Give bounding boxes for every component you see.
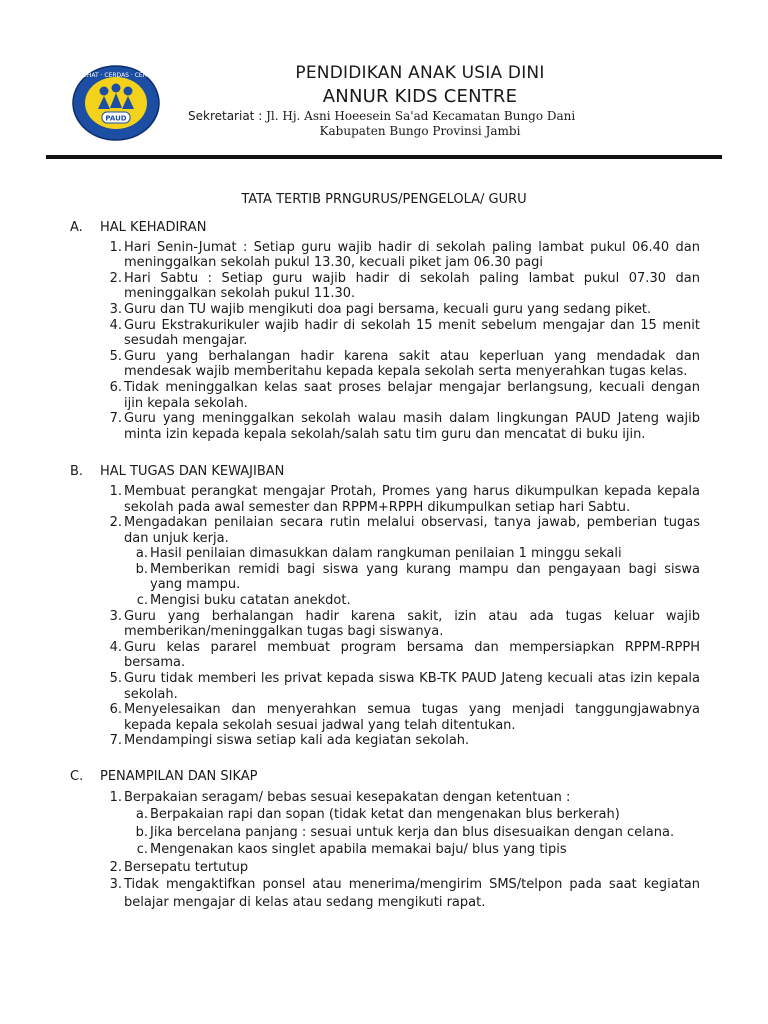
list-item — [70, 318, 700, 349]
sub-item-text: Mengisi buku catatan anekdot. — [150, 593, 351, 609]
section-a-list — [70, 240, 700, 443]
list-item — [70, 702, 700, 733]
document-body — [70, 220, 700, 911]
header-divider — [46, 155, 722, 159]
list-item — [70, 271, 700, 302]
sub-item-text: Mengenakan kaos singlet apabila memakai baju/ blus yang tipis — [150, 842, 567, 858]
item-number: 3. — [109, 608, 122, 624]
item-text: Guru tidak memberi les privat kepada siswa KB-TK PAUD Jateng kecuali atas izin kepala sekolah. — [124, 671, 700, 702]
sub-item-letter: a. — [135, 807, 148, 823]
item-text: Menyelesaikan dan menyerahkan semua tugas yang menjadi tanggungjawabnya kepada kepala sekolah sesuai jadwal yang telah ditentukan. — [124, 702, 700, 733]
sub-item — [70, 546, 700, 562]
header-line-2: ANNUR KIDS CENTRE — [322, 86, 518, 107]
sub-item-text: Memberikan remidi bagi siswa yang kurang mampu dan pengayaan bagi siswa yang mampu. — [150, 561, 700, 593]
item-number: 1. — [109, 483, 122, 499]
item-number: 1. — [109, 239, 122, 255]
item-number: 6. — [109, 379, 122, 395]
list-item — [70, 733, 700, 749]
item-text: Guru dan TU wajib mengikuti doa pagi bersama, kecuali guru yang sedang piket. — [124, 301, 652, 317]
item-text: Mengadakan penilaian secara rutin melalui observasi, tanya jawab, pemberian tugas dan unjuk kerja. — [124, 515, 700, 546]
header-line-1: PENDIDIKAN ANAK USIA DINI — [295, 63, 545, 83]
item-number: 6. — [109, 702, 122, 718]
section-b-list — [70, 484, 700, 749]
item-text: Bersepatu tertutup — [124, 859, 249, 875]
item-text: Tidak mengaktifkan ponsel atau menerima/mengirim SMS/telpon pada saat kegiatan belajar mengajar di kelas atau sedang mengikuti rapat. — [124, 877, 700, 910]
item-number: 1. — [109, 789, 122, 805]
section-title: HAL TUGAS DAN KEWAJIBAN — [100, 464, 285, 480]
item-number: 2. — [109, 515, 122, 531]
list-item — [70, 484, 700, 515]
list-item — [70, 609, 700, 640]
section-heading-a — [70, 220, 700, 236]
item-number: 5. — [109, 348, 122, 364]
address-label: Sekretariat : — [188, 109, 263, 123]
paud-logo — [72, 64, 160, 142]
item-text: Hari Senin-Jumat : Setiap guru wajib hadir di sekolah paling lambat pukul 06.40 dan meninggalkan sekolah pukul 13.30, kecuali piket jam 06.30 pagi — [124, 239, 700, 271]
item-number: 3. — [109, 877, 122, 893]
section-heading-c — [70, 769, 700, 785]
logo-text-top: SEHAT · CERDAS · CERIA — [79, 72, 153, 79]
item-text: Membuat perangkat mengajar Protah, Promes yang harus dikumpulkan kepada kepala sekolah pada awal semester dan RPPM+RPPH dikumpulkan setiap hari Sabtu. — [124, 483, 700, 515]
sub-item-letter: b. — [135, 561, 148, 577]
sub-item-text: Hasil penilaian dimasukkan dalam rangkuman penilaian 1 minggu sekali — [150, 546, 622, 562]
sub-item — [70, 562, 700, 593]
sub-item-text: Berpakaian rapi dan sopan (tidak ketat dan mengenakan blus berkerah) — [150, 807, 620, 823]
section-gap — [70, 442, 700, 464]
item-number: 4. — [109, 317, 122, 333]
item-text: Guru yang meninggalkan sekolah walau masih dalam lingkungan PAUD Jateng wajib minta izin kepada kepala sekolah/salah satu tim guru dan mencatat di buku ijin. — [124, 411, 700, 442]
item-number: 5. — [109, 671, 122, 687]
address-text-1: Jl. Hj. Asni Hoeesein Sa'ad Kecamatan Bungo Dani — [266, 109, 576, 123]
section-heading-b — [70, 464, 700, 480]
section-marker: C. — [70, 769, 84, 784]
section-title: HAL KEHADIRAN — [100, 220, 207, 235]
item-number: 3. — [109, 301, 122, 317]
item-number: 2. — [109, 859, 122, 875]
item-text: Guru Ekstrakurikuler wajib hadir di sekolah 15 menit sebelum mengajar dan 15 menit sesudah mengajar. — [124, 317, 700, 349]
item-number: 2. — [109, 270, 122, 286]
address-line-1 — [188, 108, 575, 125]
list-item — [70, 302, 700, 318]
section-marker: B. — [70, 464, 84, 480]
list-item — [70, 240, 700, 271]
list-item — [70, 789, 700, 807]
sub-item — [70, 824, 700, 842]
sub-item-letter: c. — [136, 593, 148, 609]
section-marker: A. — [70, 220, 83, 235]
item-number: 4. — [109, 639, 122, 655]
item-text: Hari Sabtu : Setiap guru wajib hadir di sekolah paling lambat pukul 07.30 dan meninggalkan sekolah pukul 11.30. — [124, 270, 700, 302]
sub-item — [70, 806, 700, 824]
item-text: Mendampingi siswa setiap kali ada kegiatan sekolah. — [124, 733, 470, 749]
sub-item-letter: b. — [135, 824, 148, 840]
list-item — [70, 515, 700, 546]
list-item — [70, 640, 700, 671]
item-text: Guru yang berhalangan hadir karena sakit atau keperluan yang mendadak dan mendesak wajib memberitahu kepada kepala sekolah serta menyerahkan tugas kelas. — [124, 348, 700, 380]
item-text: Guru kelas pararel membuat program bersama dan mempersiapkan RPPM-RPPH bersama. — [124, 639, 700, 671]
section-title: PENAMPILAN DAN SIKAP — [100, 769, 258, 784]
list-item — [70, 380, 700, 411]
list-item — [70, 349, 700, 380]
item-text: Berpakaian seragam/ bebas sesuai kesepakatan dengan ketentuan : — [124, 789, 571, 805]
sub-item-text: Jika bercelana panjang : sesuai untuk kerja dan blus disesuaikan dengan celana. — [150, 824, 675, 840]
document-title: TATA TERTIB PRNGURUS/PENGELOLA/ GURU — [241, 192, 527, 207]
sub-item — [70, 841, 700, 859]
list-item — [70, 876, 700, 911]
item-number: 7. — [109, 733, 122, 749]
sub-item-letter: c. — [136, 842, 148, 858]
section-gap — [70, 749, 700, 769]
list-item — [70, 671, 700, 702]
section-c-list — [70, 789, 700, 912]
logo-text-bottom: PAUD — [105, 114, 127, 123]
address-line-2: Kabupaten Bungo Provinsi Jambi — [319, 124, 521, 138]
item-text: Guru yang berhalangan hadir karena sakit, izin atau ada tugas keluar wajib memberikan/meninggalkan tugas bagi siswanya. — [124, 608, 700, 640]
sub-item — [70, 593, 700, 609]
item-text: Tidak meninggalkan kelas saat proses belajar mengajar berlangsung, kecuali dengan ijin kepala sekolah. — [124, 379, 700, 411]
item-number: 7. — [109, 411, 122, 427]
list-item — [70, 411, 700, 442]
sub-item-letter: a. — [135, 546, 148, 562]
list-item — [70, 859, 700, 877]
